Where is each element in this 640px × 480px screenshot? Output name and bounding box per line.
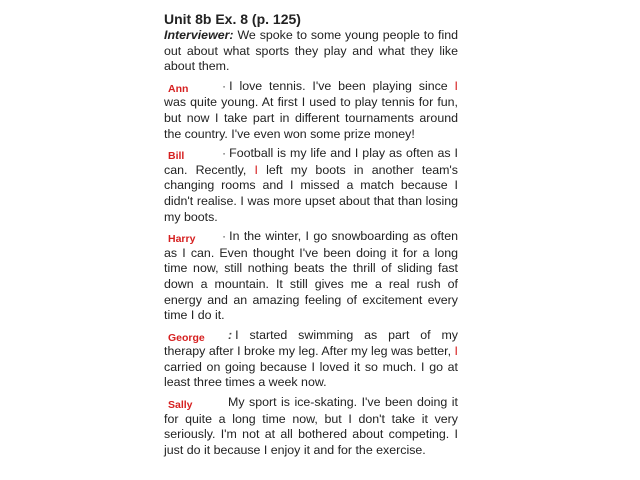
speaker-name-george: George [168, 331, 205, 344]
speaker-paragraph-harry [164, 229, 458, 324]
speaker-name-sally: Sally [168, 399, 193, 412]
speaker-name-bill: Bill [168, 150, 185, 163]
speaker-separator: · [222, 78, 227, 93]
speaker-text: In the winter, I go snowboarding as often as I can. Even thought I've been doing it for a long time now, still nothing beats the thrill of sliding fast down a mountain. It still gives me a real rush of energy and an amazing feeling of excitement every time I do it. [164, 229, 458, 323]
speaker-paragraph-sally [164, 395, 458, 458]
speaker-text-highlight: I [454, 78, 458, 93]
speaker-name-harry: Harry [168, 233, 196, 246]
interviewer-paragraph [164, 28, 458, 75]
speaker-text: was quite young. At first I used to play tennis for fun, but now I take part in different tournaments around the country. I've even won some prize money! [164, 95, 458, 141]
speaker-text: Football is my life and I play as often as I can. Recently, [164, 146, 458, 177]
speaker-separator: · [222, 229, 227, 244]
speaker-paragraph-bill [164, 146, 458, 225]
speaker-text-highlight: I [454, 344, 458, 359]
interviewer-text: We spoke to some young people to find out about what sports they play and what they like about them. [164, 28, 458, 74]
interviewer-label: Interviewer: [164, 28, 234, 42]
speaker-text-highlight: I [254, 162, 258, 177]
exercise-title: Unit 8b Ex. 8 (p. 125) [164, 11, 301, 27]
speaker-text: carried on going because I loved it so much. I go at least three times a week now. [164, 359, 458, 390]
speaker-text: I started swimming as part of my therapy after I broke my leg. After my leg was better, [164, 327, 458, 359]
speaker-text: My sport is ice-skating. I've been doing it for quite a long time now, but I don't take it very seriously. I'm not at all bothered about competing. I just do it because I enjoy it and for the exercise. [164, 395, 458, 457]
speaker-separator: · [222, 146, 227, 161]
speaker-text: I love tennis. I've been playing since [229, 78, 455, 93]
speaker-separator: : [228, 327, 233, 342]
speaker-paragraph-george [164, 328, 458, 391]
document [164, 10, 458, 458]
speaker-text: left my boots in another team's changing rooms and I missed a match because I didn't realise. I was more upset about that than losing my boots. [164, 162, 458, 224]
speaker-name-ann: Ann [168, 82, 189, 95]
speaker-paragraph-ann [164, 79, 458, 142]
